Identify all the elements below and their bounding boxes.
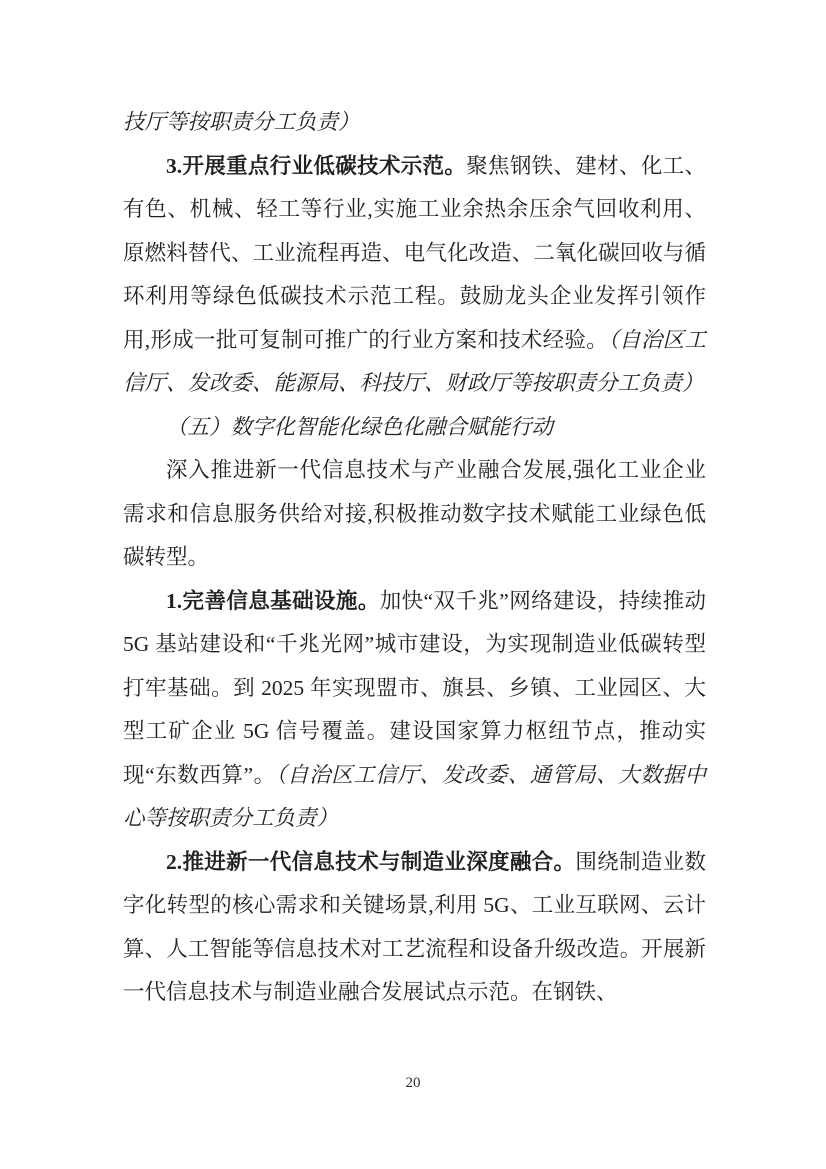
item-3-low-carbon-tech-demo xyxy=(123,145,706,406)
heading-section-5 xyxy=(123,406,706,450)
item-1-agency-note: （自治区工信厅、发改委、通管局、大数据中心等按职责分工负责） xyxy=(123,762,706,830)
item-2-body-text: 围绕制造业数字化转型的核心需求和关键场景,利用 5G、工业互联网、云计算、人工智能等信息技术对工艺流程和设备升级改造。开展新一代信息技术与制造业融合发展试点示范。在钢铁、 xyxy=(123,849,706,1004)
section-5-title: （五）数字化智能化绿色化融合赋能行动 xyxy=(166,414,554,439)
item-3-body-text: 聚焦钢铁、建材、化工、有色、机械、轻工等行业,实施工业余热余压余气回收利用、原燃料替代、工业流程再造、电气化改造、二氧化碳回收与循环利用等绿色低碳技术示范工程。鼓励龙头企业发挥引领作用,形成一批可复制可推广的行业方案和技术经验。 xyxy=(123,153,706,352)
item-1-heading: 1.完善信息基础设施。 xyxy=(166,588,380,613)
item-1-body-text: 加快“双千兆”网络建设，持续推动 5G 基站建设和“千兆光网”城市建设，为实现制造业低碳转型打牢基础。到 2025 年实现盟市、旗县、乡镇、工业园区、大型工矿企业 5G 信号覆盖。建设国家算力枢纽节点，推动实现“东数西算”。 xyxy=(123,588,706,787)
document-body xyxy=(123,101,706,1015)
paragraph-section-5-intro xyxy=(123,449,706,580)
section-5-intro-text: 深入推进新一代信息技术与产业融合发展,强化工业企业需求和信息服务供给对接,积极推动数字技术赋能工业绿色低碳转型。 xyxy=(123,458,706,569)
paragraph-continuation xyxy=(123,101,706,145)
page-number: 20 xyxy=(405,1075,421,1091)
item-2-it-manufacturing-fusion xyxy=(123,841,706,1015)
item-3-heading: 3.开展重点行业低碳技术示范。 xyxy=(166,153,467,178)
item-3-agency-note: （自治区工信厅、发改委、能源局、科技厅、财政厅等按职责分工负责） xyxy=(123,327,706,395)
item-1-info-infrastructure xyxy=(123,580,706,841)
agency-responsibility-note-tail: 技厅等按职责分工负责） xyxy=(123,110,360,134)
item-2-heading: 2.推进新一代信息技术与制造业深度融合。 xyxy=(166,849,576,874)
